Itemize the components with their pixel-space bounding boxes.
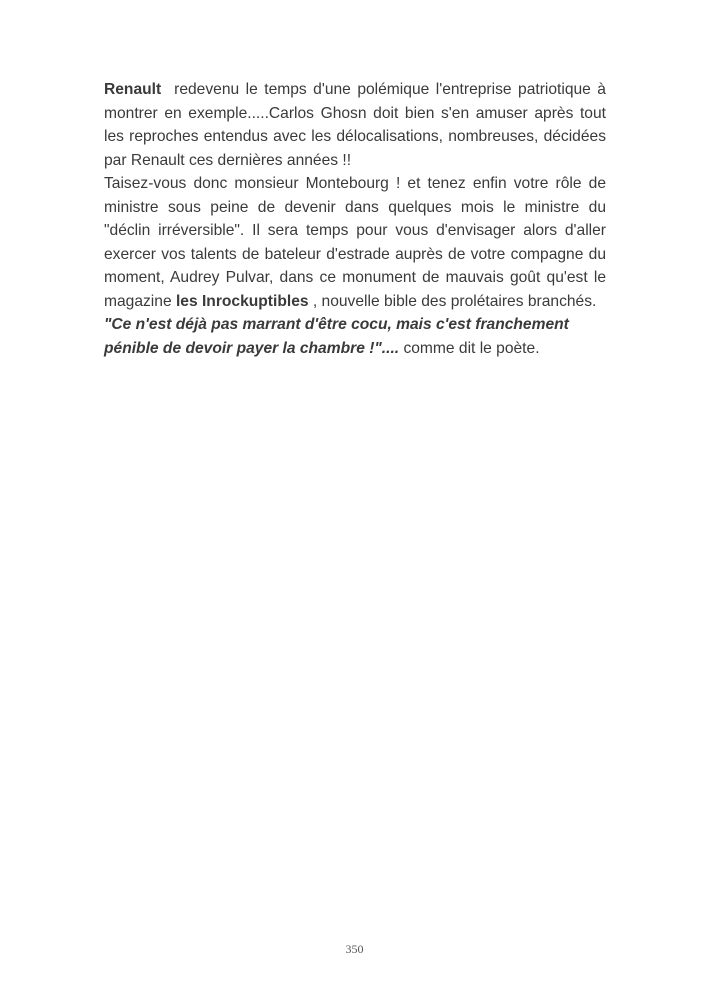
quote-attribution: comme dit le poète. xyxy=(399,339,540,357)
paragraph-text: redevenu le temps d'une polémique l'entreprise patriotique à montrer en exemple.....Carlos Ghosn doit bien s'en amuser après tout les reproches entendus avec les délocalisations, nombreuses, décidées par Renault ces dernières années !! xyxy=(104,81,611,169)
body-text xyxy=(104,78,611,360)
bold-lead-renault: Renault xyxy=(104,81,162,98)
paragraph-quote xyxy=(104,313,606,360)
paragraph-text-before: Taisez-vous donc monsieur Montebourg ! et tenez enfin votre rôle de ministre sous peine de devenir dans quelques mois le ministre du "déclin irréversible". Il sera temps pour vous d'envisager alors d'aller exercer vos talents de bateleur d'estrade auprès de votre compagne du moment, Audrey Pulvar, dans ce monument de mauvais goût qu'est le magazine xyxy=(104,175,606,310)
bold-magazine-name: les Inrockuptibles xyxy=(175,292,309,310)
paragraph-renault xyxy=(104,78,611,172)
paragraph-montebourg xyxy=(104,172,606,313)
page-number: 350 xyxy=(345,942,364,956)
quote-text: "Ce n'est déjà pas marrant d'être cocu, mais c'est franchement pénible de devoir payer la chambre !".... xyxy=(104,316,569,357)
paragraph-text-after: , nouvelle bible des prolétaires branchés. xyxy=(308,292,597,310)
